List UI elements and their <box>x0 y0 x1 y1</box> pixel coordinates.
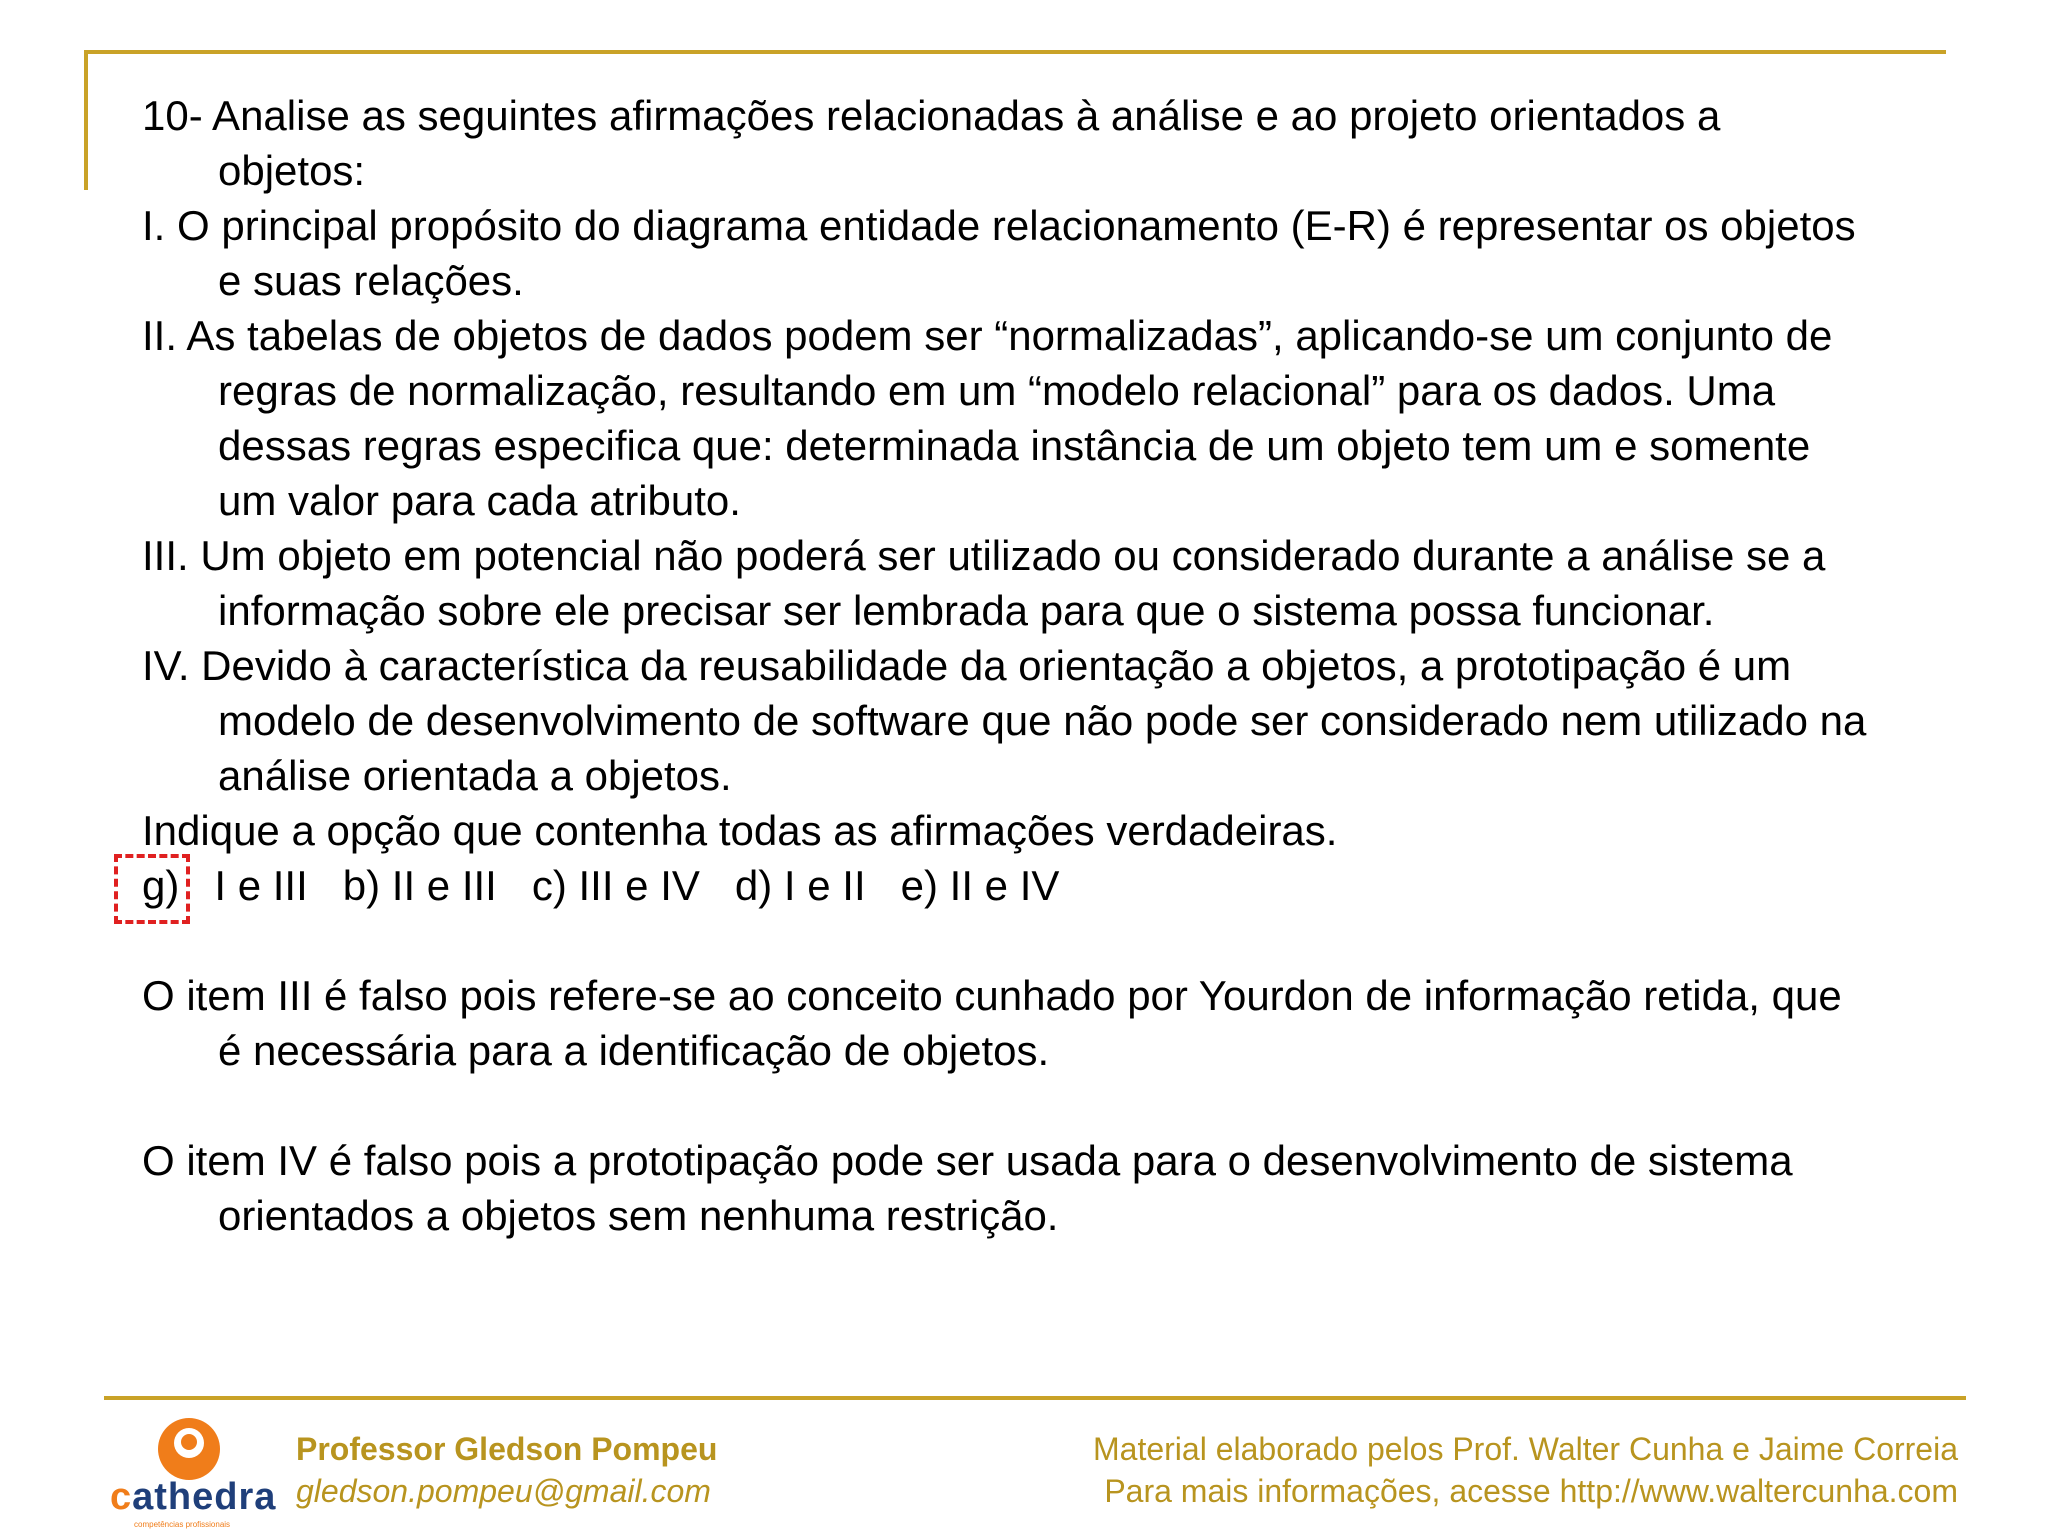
statement-3: III. Um objeto em potencial não poderá ser utilizado ou considerado durante a análise se a informação sobre ele precisar ser lembrada para que o sistema possa funcionar. <box>142 532 1826 634</box>
option-c: c) III e IV <box>531 862 700 909</box>
top-rule <box>84 50 1946 54</box>
credits <box>1093 1428 1958 1512</box>
left-rule <box>84 50 88 190</box>
option-b: b) II e III <box>342 862 497 909</box>
statement-1: I. O principal propósito do diagrama entidade relacionamento (E-R) é representar os objetos e suas relações. <box>142 202 1856 304</box>
option-g: g) <box>142 858 179 913</box>
option-e: e) II e IV <box>900 862 1060 909</box>
credit-line-1: Material elaborado pelos Prof. Walter Cunha e Jaime Correia <box>1093 1431 1958 1467</box>
logo-tagline: competências profissionais <box>134 1520 231 1529</box>
question-prompt: Indique a opção que contenha todas as afirmações verdadeiras. <box>142 807 1338 854</box>
logo-person-icon <box>158 1418 220 1480</box>
professor-info <box>296 1428 717 1512</box>
cathedra-logo <box>110 1418 277 1529</box>
logo-wordmark: cathedra <box>110 1476 277 1518</box>
professor-name: Professor Gledson Pompeu <box>296 1431 718 1467</box>
explanation-item4: O item IV é falso pois a prototipação pode ser usada para o desenvolvimento de sistema orientados a objetos sem nenhuma restrição. <box>142 1137 1793 1239</box>
answer-options <box>142 858 2032 913</box>
statement-2: II. As tabelas de objetos de dados podem ser “normalizadas”, aplicando-se um conjunto de regras de normalização, resultando em um “modelo relacional” para os dados. Uma dessas regras especifica que: determinada instância de um objeto tem um e somente um valor para cada atributo. <box>142 312 1833 524</box>
slide-content <box>142 88 2032 1243</box>
question-intro: 10- Analise as seguintes afirmações relacionadas à análise e ao projeto orientados a objetos: <box>142 92 1721 194</box>
credit-line-2: Para mais informações, acesse http://www.waltercunha.com <box>1104 1473 1958 1509</box>
explanation-item3: O item III é falso pois refere-se ao conceito cunhado por Yourdon de informação retida, que é necessária para a identificação de objetos. <box>142 972 1842 1074</box>
option-g-text: I e III <box>214 862 308 909</box>
option-d: d) I e II <box>734 862 866 909</box>
selection-marker <box>114 854 190 924</box>
footer-rule <box>104 1396 1966 1400</box>
statement-4: IV. Devido à característica da reusabilidade da orientação a objetos, a prototipação é um modelo de desenvolvimento de software que não pode ser considerado nem utilizado na análise orientada a objetos. <box>142 642 1867 799</box>
professor-email: gledson.pompeu@gmail.com <box>296 1473 711 1509</box>
